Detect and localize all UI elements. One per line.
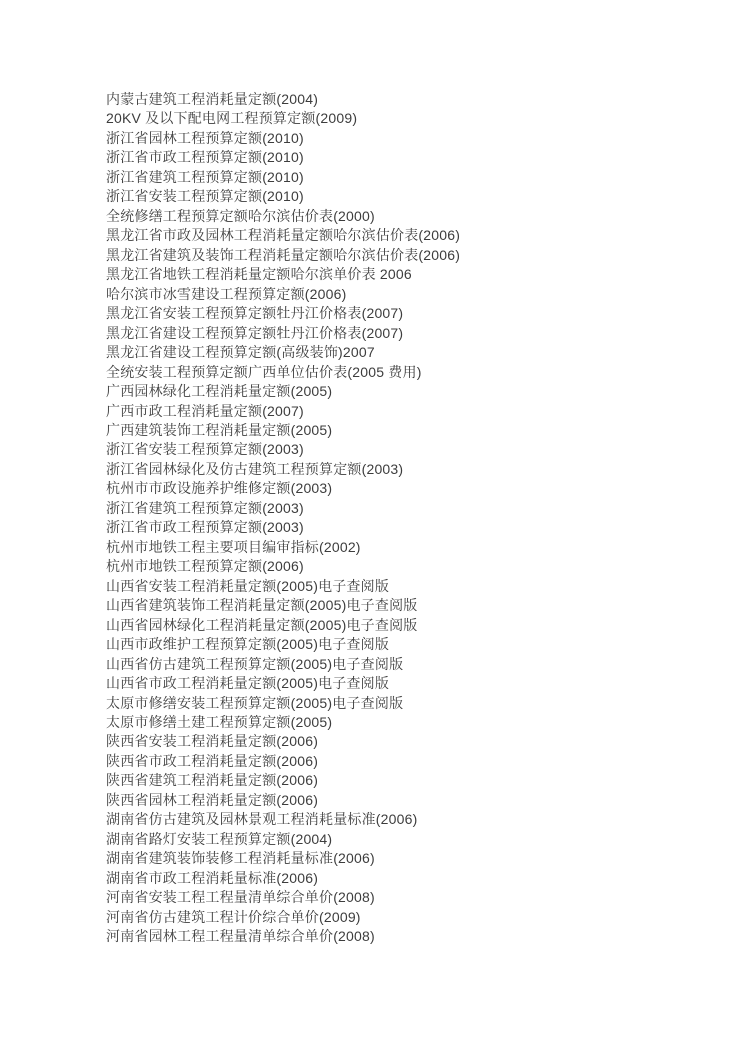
list-item: 湖南省仿古建筑及园林景观工程消耗量标准(2006) (106, 811, 418, 828)
list-item: 浙江省市政工程预算定额(2010) (106, 149, 304, 166)
list-item: 陕西省园林工程消耗量定额(2006) (106, 791, 319, 808)
list-item: 黑龙江省地铁工程消耗量定额哈尔滨单价表 2006 (106, 266, 412, 283)
list-item: 浙江省市政工程预算定额(2003) (106, 519, 304, 536)
list-item: 湖南省路灯安装工程预算定额(2004) (106, 830, 333, 847)
list-item: 哈尔滨市冰雪建设工程预算定额(2006) (106, 285, 347, 302)
list-item: 黑龙江省建设工程预算定额(高级装饰)2007 (106, 344, 375, 361)
list-item: 湖南省市政工程消耗量标准(2006) (106, 869, 319, 886)
list-item: 黑龙江省建设工程预算定额牡丹江价格表(2007) (106, 324, 404, 341)
list-item: 河南省仿古建筑工程计价综合单价(2009) (106, 908, 361, 925)
list-item: 浙江省安装工程预算定额(2010) (106, 188, 304, 205)
list-item: 杭州市地铁工程预算定额(2006) (106, 558, 304, 575)
list-item: 黑龙江省安装工程预算定额牡丹江价格表(2007) (106, 305, 404, 322)
list-item: 山西市政维护工程预算定额(2005)电子查阅版 (106, 636, 390, 653)
list-item: 全统安装工程预算定额广西单位估价表(2005 费用) (106, 363, 422, 380)
list-item: 太原市修缮安装工程预算定额(2005)电子查阅版 (106, 694, 404, 711)
list-item: 陕西省安装工程消耗量定额(2006) (106, 733, 319, 750)
list-item: 广西园林绿化工程消耗量定额(2005) (106, 383, 333, 400)
list-item: 陕西省建筑工程消耗量定额(2006) (106, 772, 319, 789)
list-item: 黑龙江省建筑及装饰工程消耗量定额哈尔滨估价表(2006) (106, 246, 461, 263)
quota-title-list (106, 90, 704, 947)
list-item: 陕西省市政工程消耗量定额(2006) (106, 752, 319, 769)
list-item: 湖南省建筑装饰装修工程消耗量标准(2006) (106, 850, 375, 867)
list-item: 杭州市地铁工程主要项目编审指标(2002) (106, 538, 361, 555)
list-item: 山西省建筑装饰工程消耗量定额(2005)电子查阅版 (106, 597, 418, 614)
list-item: 广西建筑装饰工程消耗量定额(2005) (106, 421, 333, 438)
list-item: 浙江省建筑工程预算定额(2010) (106, 168, 304, 185)
list-item: 山西省仿古建筑工程预算定额(2005)电子查阅版 (106, 655, 404, 672)
list-item: 广西市政工程消耗量定额(2007) (106, 402, 304, 419)
list-item: 杭州市市政设施养护维修定额(2003) (106, 480, 333, 497)
list-item: 山西省市政工程消耗量定额(2005)电子查阅版 (106, 675, 390, 692)
list-item: 浙江省园林工程预算定额(2010) (106, 129, 304, 146)
list-item: 20KV 及以下配电网工程预算定额(2009) (106, 110, 358, 127)
list-item: 河南省安装工程工程量清单综合单价(2008) (106, 889, 375, 906)
list-item: 浙江省建筑工程预算定额(2003) (106, 499, 304, 516)
list-item: 太原市修缮土建工程预算定额(2005) (106, 714, 333, 730)
list-item: 山西省园林绿化工程消耗量定额(2005)电子查阅版 (106, 616, 418, 633)
list-item: 山西省安装工程消耗量定额(2005)电子查阅版 (106, 577, 390, 594)
list-item: 全统修缮工程预算定额哈尔滨估价表(2000) (106, 207, 375, 224)
list-item: 浙江省园林绿化及仿古建筑工程预算定额(2003) (106, 460, 404, 477)
list-item: 河南省园林工程工程量清单综合单价(2008) (106, 928, 375, 945)
list-item: 内蒙古建筑工程消耗量定额(2004) (106, 91, 319, 107)
list-item: 黑龙江省市政及园林工程消耗量定额哈尔滨估价表(2006) (106, 227, 461, 244)
list-item: 浙江省安装工程预算定额(2003) (106, 441, 304, 458)
